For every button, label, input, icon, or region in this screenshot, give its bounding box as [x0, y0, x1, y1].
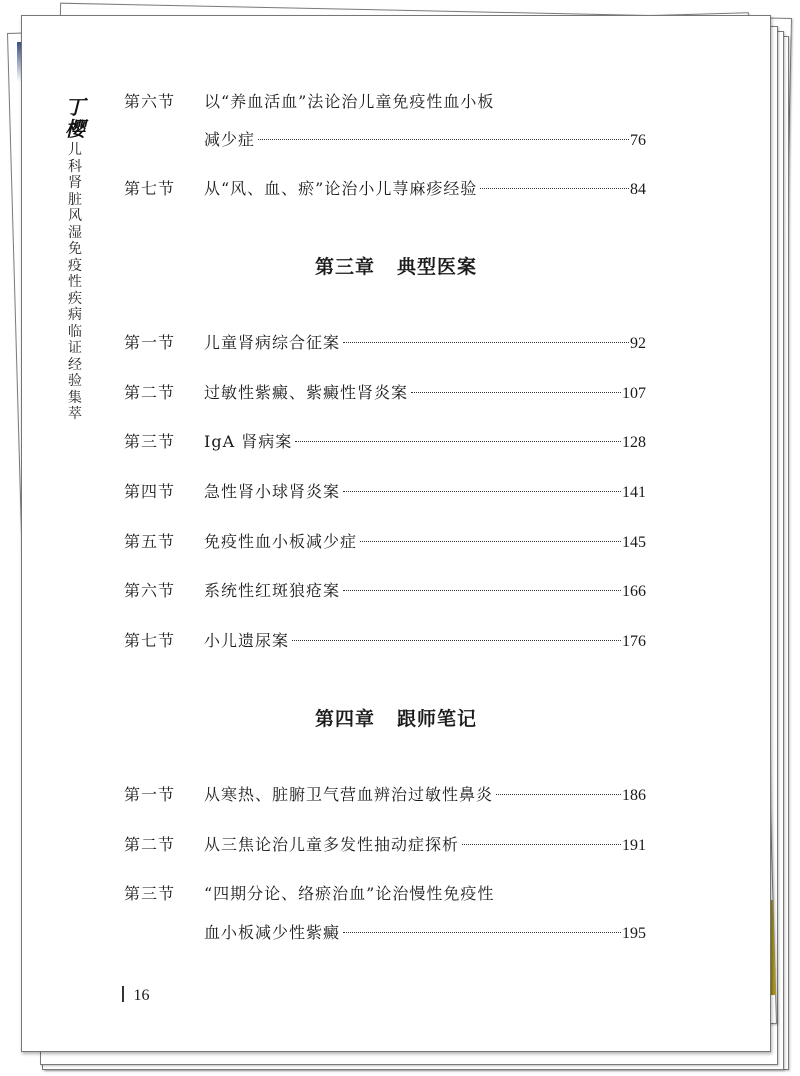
leader-dots — [343, 590, 621, 591]
document-page — [21, 15, 771, 1052]
leader-dots — [496, 794, 621, 795]
page-number: 145 — [622, 534, 646, 551]
page-number: 166 — [622, 583, 646, 600]
leader-dots — [295, 441, 621, 442]
chapter-heading[interactable]: 第三章 典型医案 — [314, 256, 478, 278]
leader-dots — [343, 932, 621, 933]
table-of-contents — [22, 16, 770, 1051]
folio-page-number: 16 — [133, 987, 150, 1004]
page-number: 76 — [630, 132, 646, 149]
toc-entry[interactable]: 第一节 从寒热、脏腑卫气营血辨治过敏性鼻炎 186 — [124, 783, 646, 807]
page-number: 186 — [622, 787, 646, 804]
footer-rule — [122, 986, 124, 1002]
book-title: 儿 科 肾 脏 风 湿 免 疫 性 疾 病 临 证 经 验 集 萃 — [68, 142, 82, 422]
toc-entry[interactable]: 第六节 以“养血活血”法论治儿童免疫性血小板 — [124, 92, 495, 111]
toc-entry[interactable]: 第七节 从“风、血、瘀”论治小儿荨麻疹经验 84 — [124, 177, 646, 201]
page-number: 128 — [622, 434, 646, 451]
page-number: 195 — [622, 925, 646, 942]
toc-entry[interactable]: 第七节 小儿遗尿案 176 — [124, 629, 646, 653]
toc-entry[interactable]: 第三节 “四期分论、络瘀治血”论治慢性免疫性 — [124, 884, 495, 903]
toc-entry[interactable]: 第三节 IgA 肾病案 128 — [124, 430, 646, 454]
leader-dots — [343, 491, 621, 492]
page-number: 84 — [630, 181, 646, 198]
toc-entry[interactable]: 第四节 急性肾小球肾炎案 141 — [124, 480, 646, 504]
toc-entry[interactable]: 第五节 免疫性血小板减少症 145 — [124, 530, 646, 554]
page-number: 92 — [630, 335, 646, 352]
page-number: 141 — [622, 484, 646, 501]
leader-dots — [292, 640, 621, 641]
page-number: 107 — [622, 385, 646, 402]
leader-dots — [480, 188, 629, 189]
leader-dots — [462, 844, 621, 845]
chapter-heading[interactable]: 第四章 跟师笔记 — [314, 708, 478, 730]
leader-dots — [411, 392, 621, 393]
page-number: 176 — [622, 633, 646, 650]
toc-entry[interactable]: 第二节 从三焦论治儿童多发性抽动症探析 191 — [124, 833, 646, 857]
author-name: 丁樱 — [65, 95, 85, 141]
toc-entry-continued[interactable]: 减少症 76 — [124, 128, 646, 152]
toc-entry[interactable]: 第六节 系统性红斑狼疮案 166 — [124, 579, 646, 603]
leader-dots — [343, 342, 629, 343]
page-footer — [122, 986, 150, 1005]
leader-dots — [258, 139, 629, 140]
page-number: 191 — [622, 837, 646, 854]
toc-entry-continued[interactable]: 血小板减少性紫癜 195 — [124, 921, 646, 945]
leader-dots — [360, 541, 621, 542]
toc-entry[interactable]: 第二节 过敏性紫癜、紫癜性肾炎案 107 — [124, 381, 646, 405]
toc-entry[interactable]: 第一节 儿童肾病综合征案 92 — [124, 331, 646, 355]
